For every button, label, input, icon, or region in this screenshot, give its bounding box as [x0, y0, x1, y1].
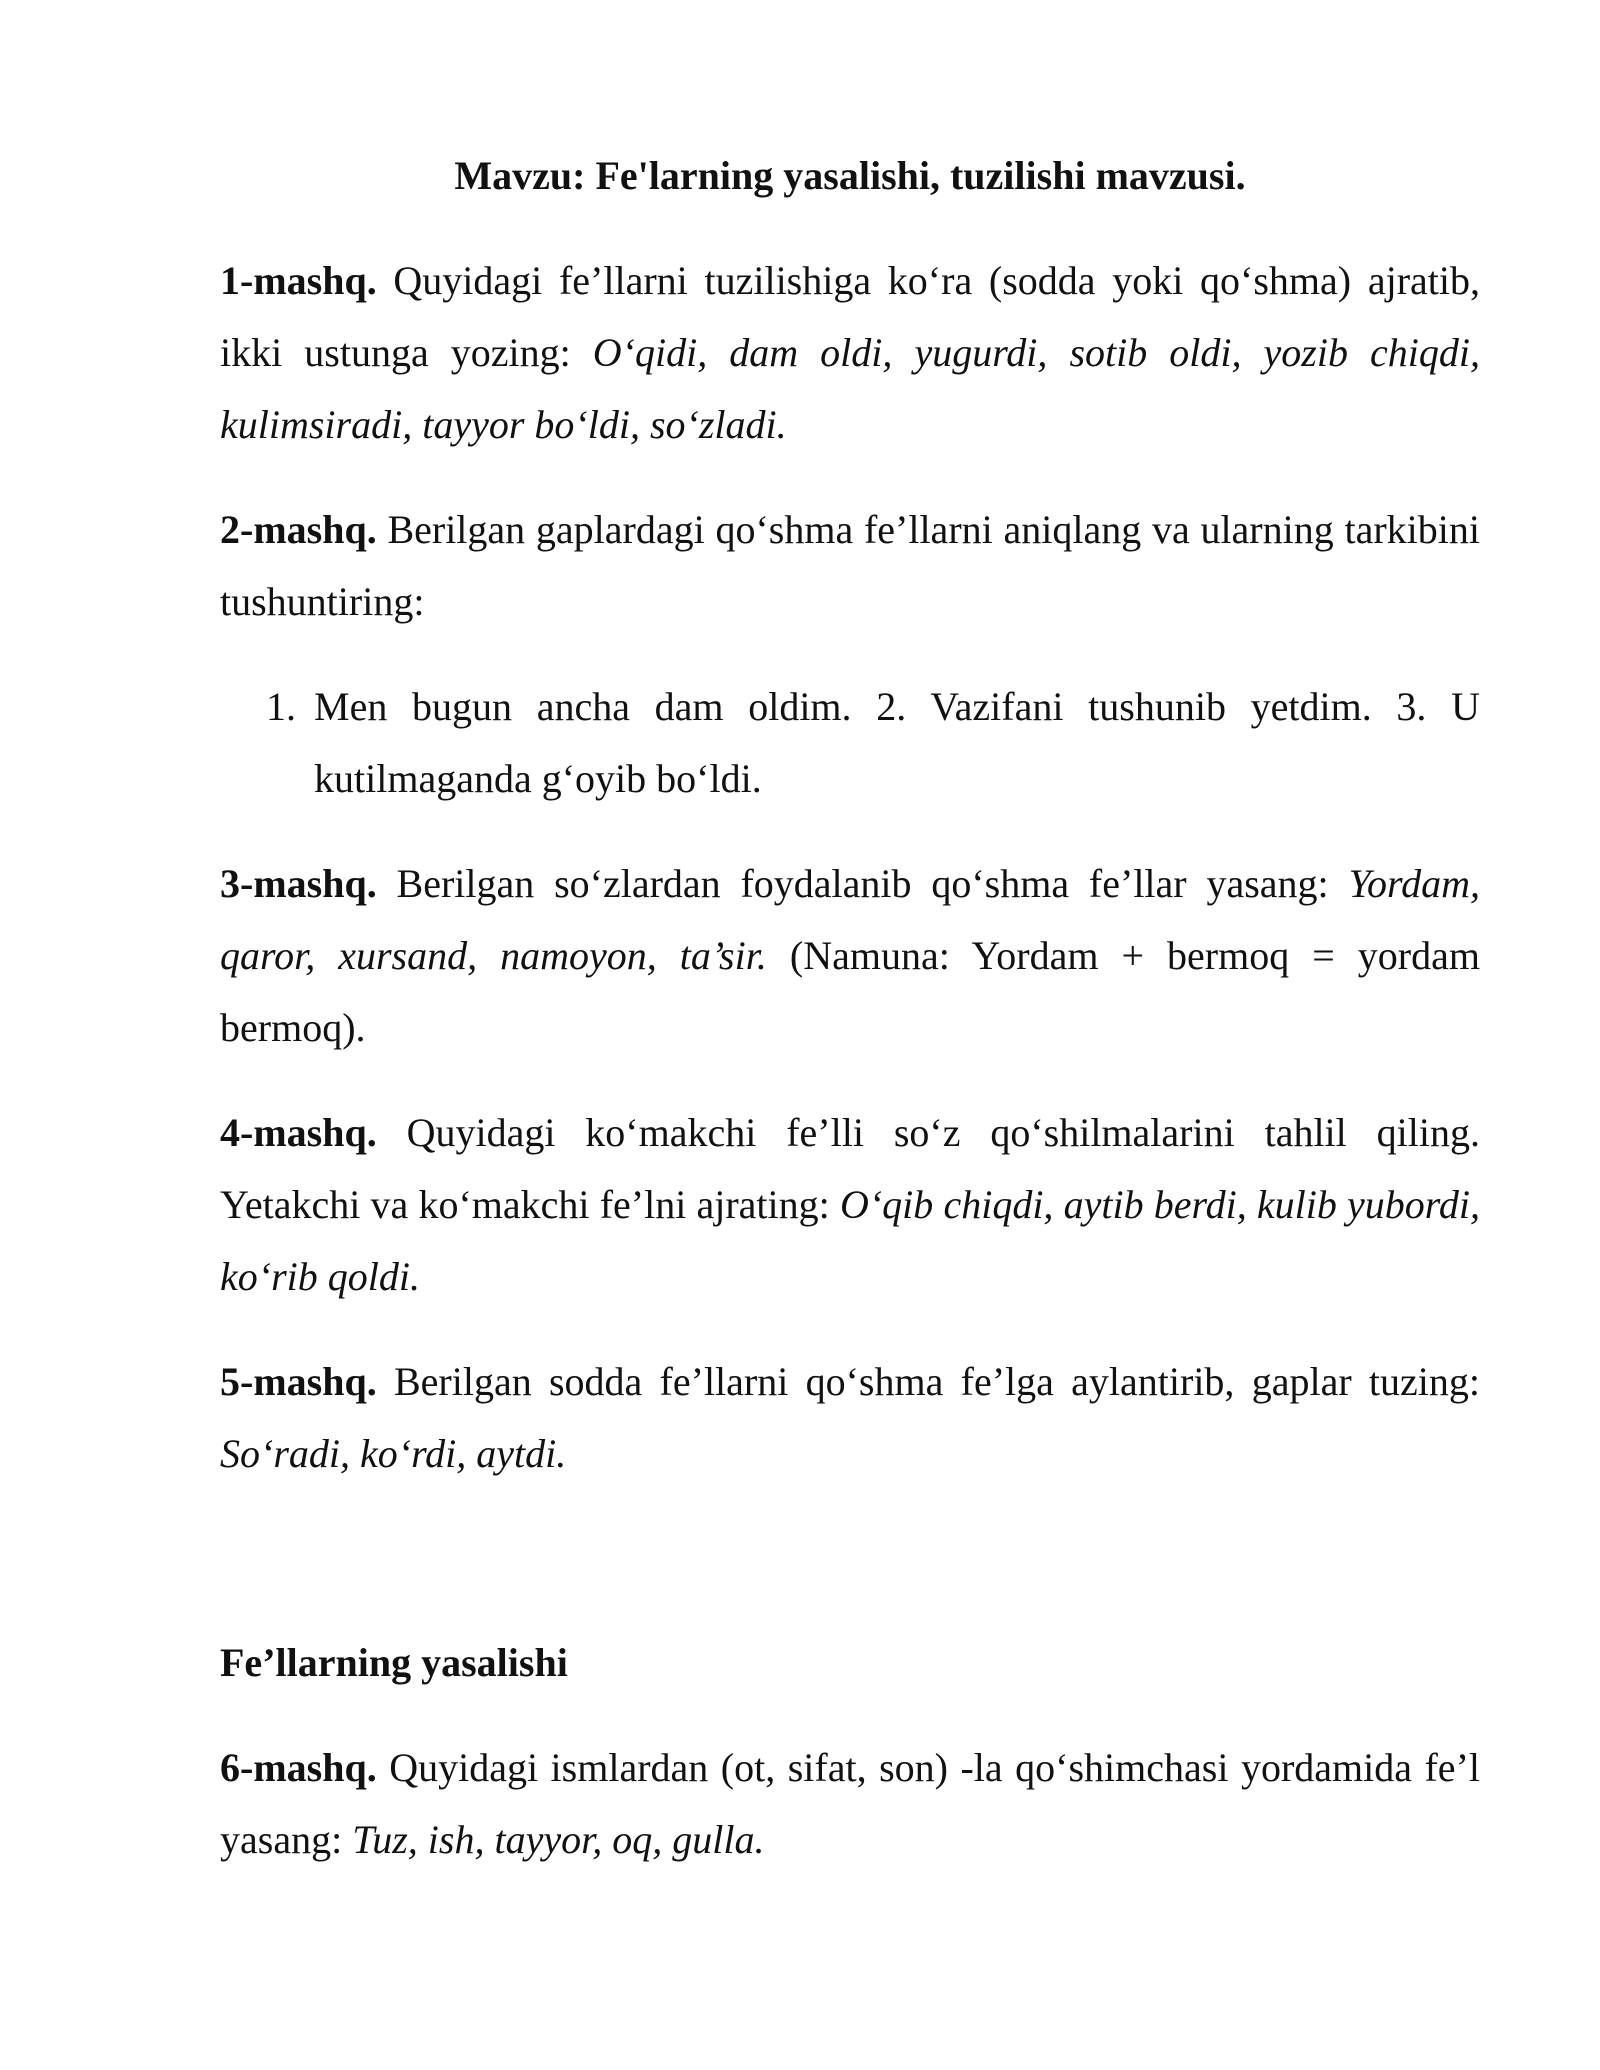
- section-spacer: [220, 1523, 1480, 1627]
- exercise-1: [220, 245, 1480, 461]
- exercise-2-text: Berilgan gaplardagi qo‘shma fe’llarni aniqlang va ularning tarkibini tushuntiring:: [220, 507, 1480, 624]
- exercise-6-label: 6-mashq.: [220, 1745, 377, 1790]
- exercise-3-example: (Namuna: Yordam + bermoq = yordam bermoq).: [220, 933, 1480, 1050]
- exercise-3-label: 3-mashq.: [220, 861, 377, 906]
- exercise-5: [220, 1346, 1480, 1490]
- exercise-2-sentence-list: [220, 671, 1480, 815]
- exercise-5-label: 5-mashq.: [220, 1359, 377, 1404]
- exercise-1-words: O‘qidi, dam oldi, yugurdi, sotib oldi, yozib chiqdi, kulimsiradi, tayyor bo‘ldi, so‘zladi.: [220, 330, 1481, 447]
- exercise-6-text: Quyidagi ismlardan (ot, sifat, son) -la qo‘shimchasi yordamida fe’l yasang:: [220, 1745, 1480, 1862]
- exercise-2: [220, 494, 1480, 638]
- exercise-5-words: So‘radi, ko‘rdi, aytdi.: [220, 1431, 567, 1476]
- exercise-5-text: Berilgan sodda fe’llarni qo‘shma fe’lga aylantirib, gaplar tuzing:: [376, 1359, 1480, 1404]
- document-title: Mavzu: Fe'larning yasalishi, tuzilishi mavzusi.: [454, 153, 1246, 198]
- document-page: [220, 140, 1480, 1909]
- exercise-2-label: 2-mashq.: [220, 507, 377, 552]
- exercise-4-text: Quyidagi ko‘makchi fe’lli so‘z qo‘shilmalarini tahlil qiling. Yetakchi va ko‘makchi fe’lni ajrating:: [220, 1110, 1480, 1227]
- exercise-3-words: Yordam, qaror, xursand, namoyon, ta’sir.: [220, 861, 1480, 978]
- exercise-4-words: O‘qib chiqdi, aytib berdi, kulib yubordi, ko‘rib qoldi.: [220, 1182, 1480, 1299]
- exercise-3: [220, 848, 1480, 1064]
- exercise-4: [220, 1097, 1480, 1313]
- exercise-6-words: Tuz, ish, tayyor, oq, gulla.: [352, 1817, 765, 1862]
- list-item-text: Men bugun ancha dam oldim. 2. Vazifani tushunib yetdim. 3. U kutilmaganda g‘oyib bo‘ldi.: [314, 684, 1480, 801]
- exercise-6: [220, 1732, 1480, 1876]
- exercise-1-label: 1-mashq.: [220, 258, 377, 303]
- exercise-3-text: Berilgan so‘zlardan foydalanib qo‘shma fe’llar yasang:: [376, 861, 1349, 906]
- list-number: 1.: [266, 684, 296, 729]
- section-heading: Fe’llarning yasalishi: [220, 1640, 568, 1685]
- exercise-1-text: Quyidagi fe’llarni tuzilishiga ko‘ra (sodda yoki qo‘shma) ajratib, ikki ustunga yozing:: [220, 258, 1480, 375]
- exercise-4-label: 4-mashq.: [220, 1110, 377, 1155]
